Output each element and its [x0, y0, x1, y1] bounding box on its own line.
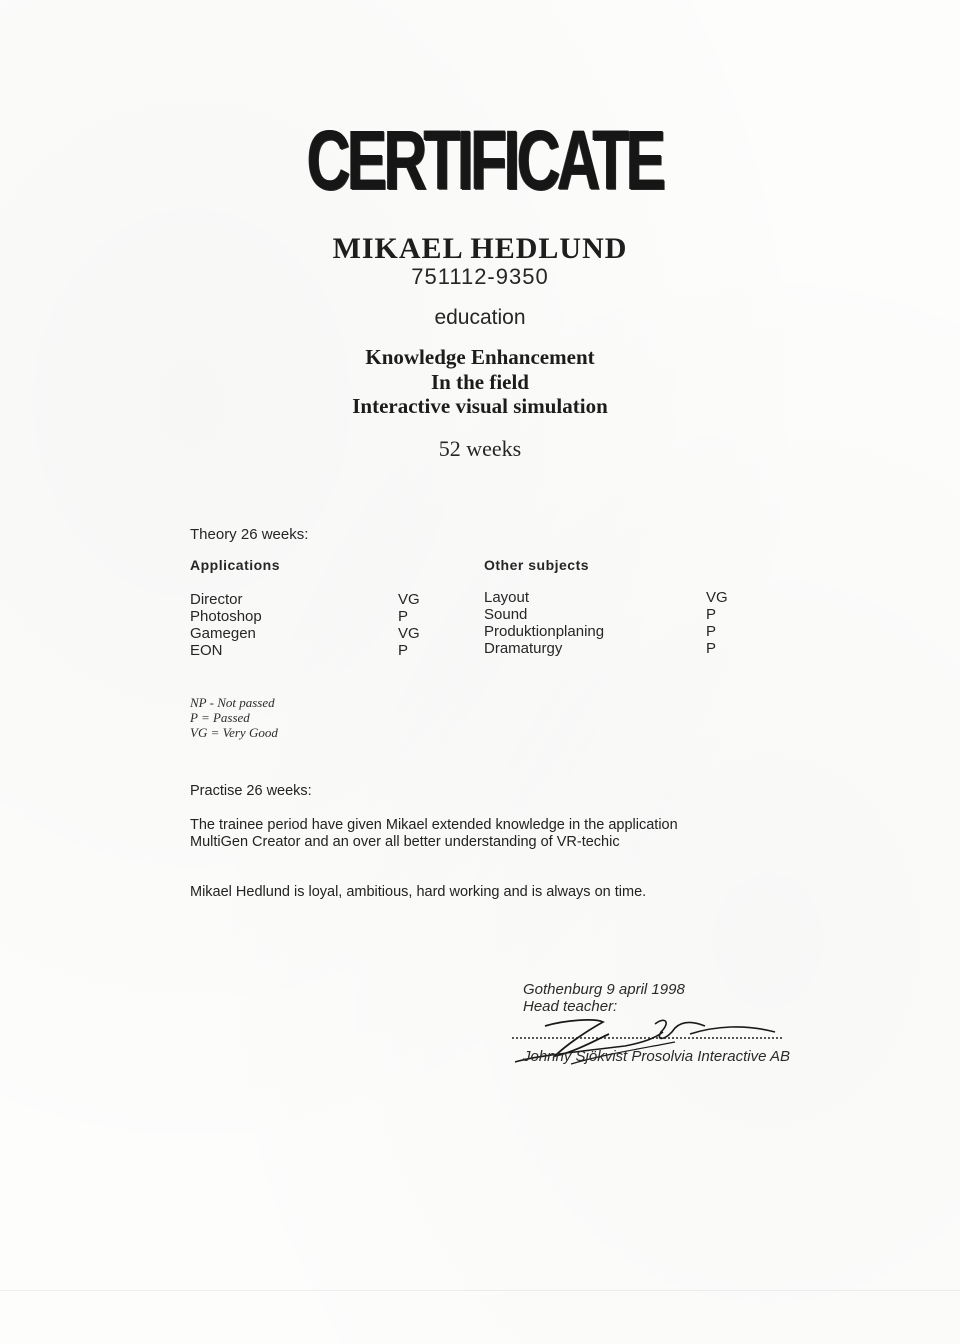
practise-heading: Practise 26 weeks:: [190, 783, 312, 799]
signer-role: Head teacher:: [523, 998, 618, 1015]
id-number: 751112-9350: [411, 264, 549, 289]
table-row-grade: P: [398, 642, 409, 659]
theory-heading: Theory 26 weeks:: [190, 526, 309, 543]
recipient-name: MIKAEL HEDLUND: [332, 232, 628, 265]
table-row-subject: Produktionplaning: [484, 623, 605, 640]
place-date: Gothenburg 9 april 1998: [523, 981, 685, 998]
table-row-grade: P: [398, 608, 409, 625]
table-row-grade: P: [706, 623, 717, 640]
table-row-subject: Sound: [484, 606, 528, 623]
table-row-subject: Director: [190, 591, 243, 608]
table-row-subject: Gamegen: [190, 625, 256, 642]
other-subjects-heading: Other subjects: [484, 557, 590, 573]
legend-passed: P = Passed: [190, 710, 250, 725]
practise-line-2: MultiGen Creator and an over all better understanding of VR-techic: [190, 834, 620, 850]
table-row-grade: VG: [706, 589, 728, 606]
education-label: education: [434, 306, 526, 329]
legend-not-passed: NP - Not passed: [190, 695, 275, 710]
table-row-grade: VG: [398, 591, 420, 608]
paper-crease: [0, 1290, 960, 1291]
table-row-subject: Photoshop: [190, 608, 262, 625]
character-statement: Mikael Hedlund is loyal, ambitious, hard working and is always on time.: [190, 884, 647, 900]
table-row-subject: Layout: [484, 589, 530, 606]
table-row-subject: Dramaturgy: [484, 640, 563, 657]
table-row-grade: P: [706, 606, 717, 623]
legend-very-good: VG = Very Good: [190, 725, 278, 740]
course-line-2: In the field: [430, 370, 529, 394]
duration: 52 weeks: [438, 436, 522, 461]
signer-name: Johnny Sjökvist Prosolvia Interactive AB: [523, 1048, 791, 1065]
certificate-title: CERTIFICATE: [306, 113, 663, 207]
course-line-3: Interactive visual simulation: [352, 394, 608, 418]
applications-heading: Applications: [190, 557, 281, 573]
table-row-grade: VG: [398, 625, 420, 642]
course-line-1: Knowledge Enhancement: [365, 345, 595, 369]
practise-line-1: The trainee period have given Mikael extended knowledge in the application: [190, 817, 678, 833]
table-row-subject: EON: [190, 642, 223, 659]
table-row-grade: P: [706, 640, 717, 657]
